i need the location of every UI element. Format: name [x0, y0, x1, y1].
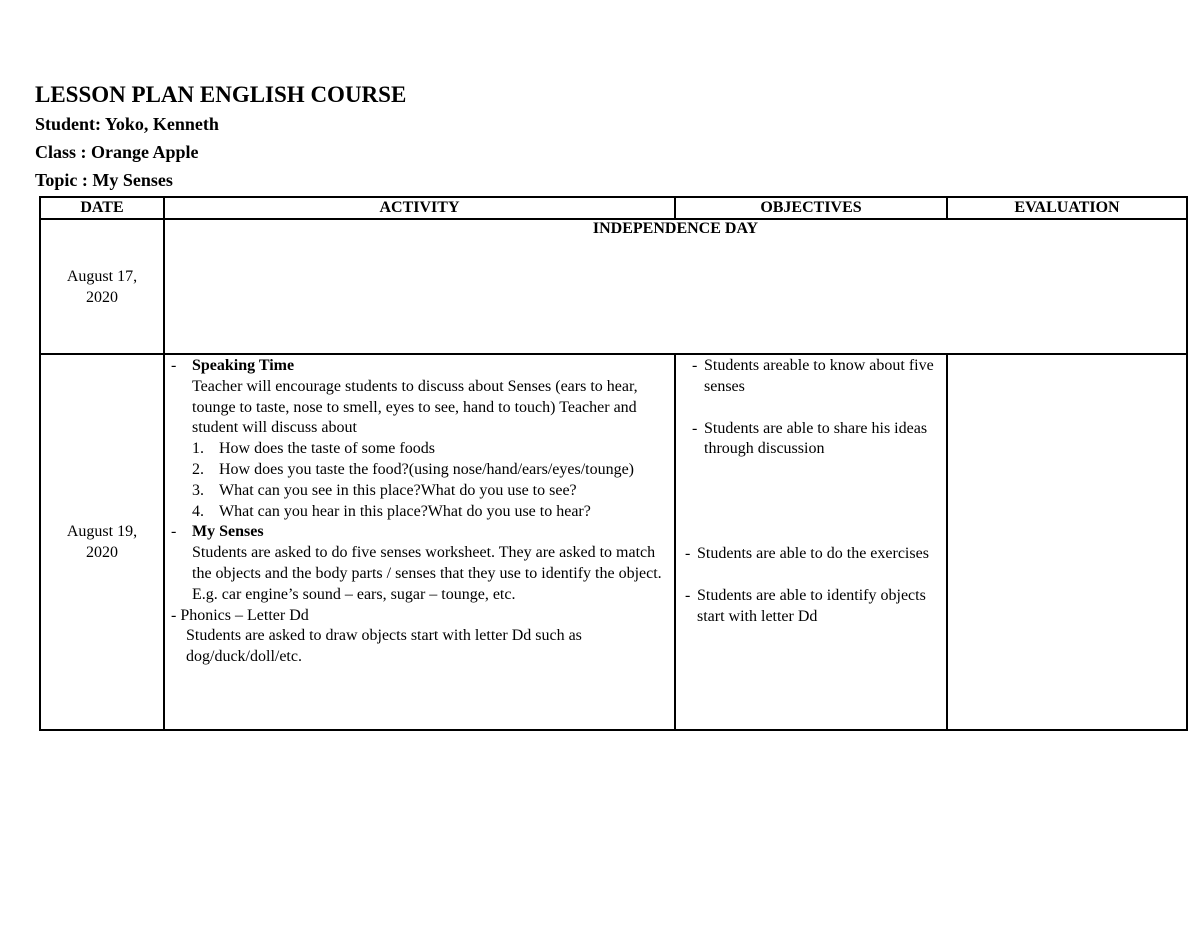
list-item [171, 481, 668, 502]
objective-text: Students areable to know about five senses [704, 357, 934, 395]
bullet-dash: - [685, 545, 691, 563]
objective-text: Students are able to do the exercises [697, 545, 929, 563]
list-item [171, 439, 668, 460]
student-line: Student: Yoko, Kenneth [35, 114, 219, 134]
bullet-dash: - [685, 586, 691, 604]
document-title: LESSON PLAN ENGLISH COURSE [35, 82, 407, 107]
speaking-time-title: Speaking Time [192, 357, 295, 374]
document-header [35, 80, 406, 194]
my-senses-body: Students are asked to do five senses worksheet. They are asked to match the objects and the body parts / senses that they use to identify the object. E.g. car engine’s sound – ears, sugar – tounge, etc. [192, 544, 662, 603]
phonics-title: - Phonics – Letter Dd [171, 606, 309, 624]
list-number: 2. [192, 460, 204, 478]
bullet-dash: - [171, 523, 177, 541]
objective-item [676, 544, 946, 565]
objective-item [676, 419, 946, 461]
bullet-dash: - [692, 419, 698, 437]
activity-cell [164, 354, 675, 730]
table-row [40, 219, 1187, 354]
header-objectives: OBJECTIVES [675, 197, 947, 219]
list-text: How does you taste the food?(using nose/hand/ears/eyes/tounge) [219, 460, 635, 478]
list-number: 1. [192, 440, 204, 458]
date-year: 2020 [86, 288, 118, 306]
header-activity: ACTIVITY [164, 197, 675, 219]
objective-text: Students are able to identify objects start with letter Dd [697, 586, 926, 625]
objective-item [676, 586, 946, 628]
bullet-dash: - [692, 357, 698, 374]
date-cell [40, 354, 164, 730]
list-text: What can you hear in this place?What do you use to hear? [219, 502, 591, 520]
date-cell [40, 219, 164, 354]
my-senses-heading [171, 522, 668, 543]
list-item [171, 502, 668, 523]
date-line: August 19, [66, 523, 138, 540]
list-text: How does the taste of some foods [219, 440, 435, 458]
table-header-row [40, 197, 1187, 219]
objective-item [676, 356, 946, 398]
list-number: 3. [192, 481, 204, 499]
holiday-note: INDEPENDENCE DAY [164, 219, 1187, 354]
evaluation-cell [947, 354, 1187, 730]
header-date: DATE [40, 197, 164, 219]
list-number: 4. [192, 502, 204, 520]
speaking-time-body: Teacher will encourage students to discuss about Senses (ears to hear, tounge to taste, nose to smell, eyes to see, hand to touch) Teacher and student will discuss about [192, 377, 638, 437]
my-senses-title: My Senses [192, 523, 264, 541]
objective-text: Students are able to share his ideas through discussion [704, 419, 928, 458]
date-line: August 17, [66, 267, 138, 285]
lesson-plan-table [39, 196, 1188, 731]
phonics-body: Students are asked to draw objects start with letter Dd such as dog/duck/doll/etc. [186, 627, 582, 666]
header-evaluation: EVALUATION [947, 197, 1187, 219]
table-row [40, 354, 1187, 730]
class-line: Class : Orange Apple [35, 142, 199, 162]
topic-line: Topic : My Senses [35, 170, 173, 190]
speaking-time-heading [171, 356, 668, 377]
bullet-dash: - [171, 357, 177, 374]
list-item [171, 460, 668, 481]
list-text: What can you see in this place?What do you use to see? [219, 481, 577, 499]
date-year: 2020 [86, 544, 118, 561]
objectives-cell [675, 354, 947, 730]
